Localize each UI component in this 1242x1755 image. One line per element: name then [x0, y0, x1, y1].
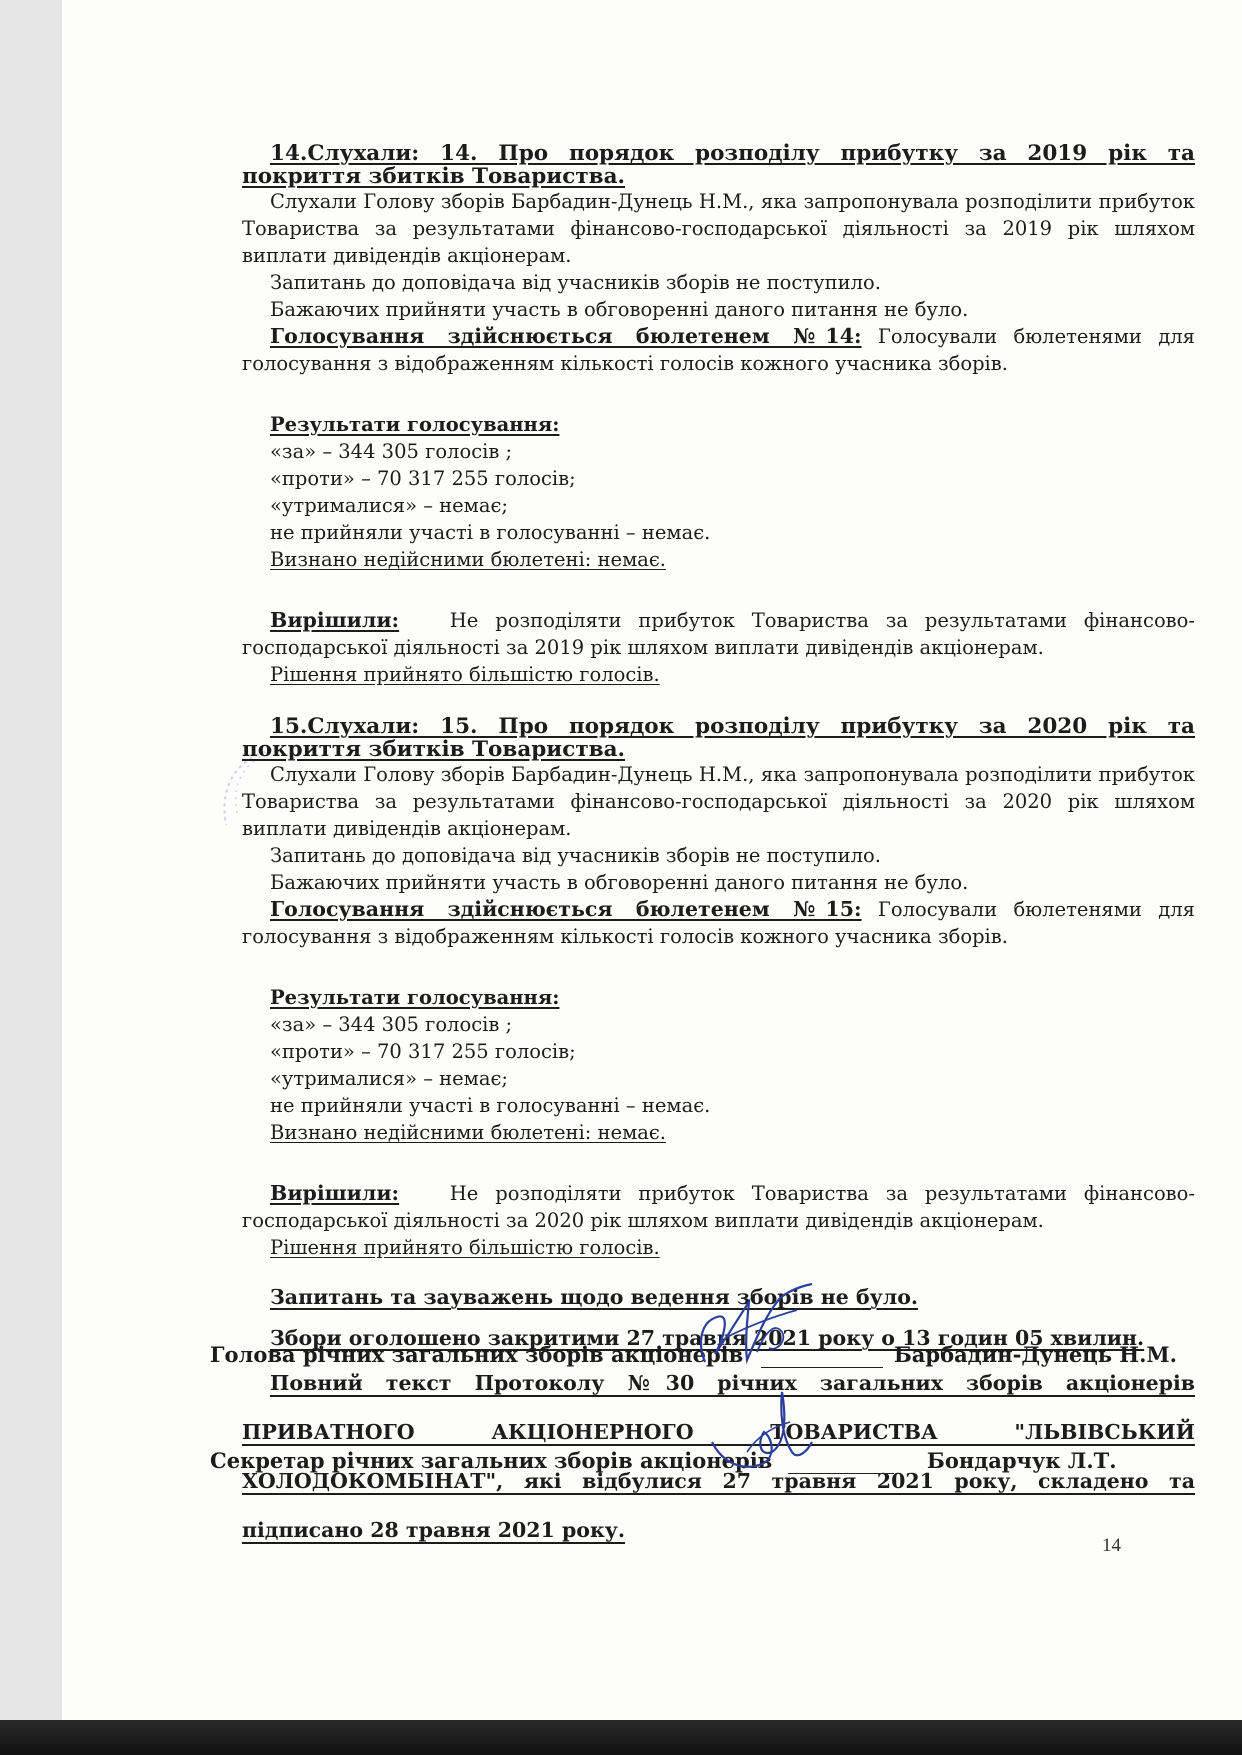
item15-no-questions: Запитань до доповідача від учасників зборів не поступило. [270, 844, 881, 867]
chair-name: Барбадин-Дунець Н.М. [893, 1342, 1177, 1367]
document-page [62, 0, 1242, 1720]
item15-results [242, 984, 1195, 1146]
item15-no-discussion: Бажаючих прийняти участь в обговоренні даного питання не було. [270, 871, 969, 894]
item15-results-label: Результати голосування: [270, 986, 560, 1009]
item14-results-label: Результати голосування: [270, 413, 560, 436]
item15-heading: 15.Слухали: 15. Про порядок розподілу прибутку за 2020 рік та покриття збитків Товариства. [242, 714, 1195, 762]
item15-decision-passed: Рішення прийнято більшістю голосів. [270, 1236, 660, 1259]
item14-result-for: «за» – 344 305 голосів ; [270, 440, 513, 463]
closing-full-text: Повний текст Протоколу №30 річних загальних зборів акціонерів ПРИВАТНОГО АКЦІОНЕРНОГО ТОВАРИСТВА "ЛЬВІВСЬКИЙ ХОЛОДОКОМБІНАТ", які відбулися 27 травня 2021 року, складено та підписано 28 травня 2021 року. [242, 1371, 1195, 1542]
item15-result-invalid: Визнано недійсними бюлетені: немає. [270, 1121, 666, 1144]
item14-result-against: «проти» – 70 317 255 голосів; [270, 467, 576, 490]
page-number: 14 [1102, 1535, 1121, 1556]
item14-result-abstain: «утрималися» – немає; [270, 494, 508, 517]
item15-decided-label: Вирішили: [270, 1181, 400, 1205]
item15-vote-paragraph [242, 896, 1195, 950]
item15-decided-text: Не розподіляти прибуток Товариства за результатами фінансово-господарської діяльності за 2020 рік шляхом виплати дивідендів акціонерам. [242, 1182, 1195, 1232]
secretary-signature-row [210, 1448, 1117, 1474]
item15-result-not-participated: не прийняли участі в голосуванні – немає. [270, 1094, 711, 1117]
item14-vote-text: Голосували бюлетенями для голосування з відображенням кількості голосів кожного учасника зборів. [242, 325, 1195, 375]
item15-result-abstain: «утрималися» – немає; [270, 1067, 508, 1090]
item14-result-not-participated: не прийняли участі в голосуванні – немає. [270, 521, 711, 544]
item14-vote-label: Голосування здійснюється бюлетенем №14: [270, 324, 862, 348]
item15-decision [242, 1180, 1195, 1234]
item14-no-questions: Запитань до доповідача від учасників зборів не поступило. [270, 271, 881, 294]
item14-no-discussion: Бажаючих прийняти участь в обговоренні даного питання не було. [270, 298, 969, 321]
item14-result-invalid: Визнано недійсними бюлетені: немає. [270, 548, 666, 571]
closing-meeting-closed: Збори оголошено закритими 27 травня 2021 року о 13 годин 05 хвилин. [270, 1326, 1145, 1350]
item14-decision [242, 607, 1195, 661]
item15-result-for: «за» – 344 305 голосів ; [270, 1013, 513, 1036]
chair-signature-image [687, 1282, 837, 1372]
item15-vote-label: Голосування здійснюється бюлетенем №15: [270, 897, 862, 921]
item14-decided-label: Вирішили: [270, 608, 400, 632]
item14-decision-passed: Рішення прийнято більшістю голосів. [270, 663, 660, 686]
item15-intro: Слухали Голову зборів Барбадин-Дунець Н.М., яка запропонувала розподілити прибуток Товариства за результатами фінансово-господарської діяльності за 2020 рік шляхом виплати дивідендів акціонерам. [242, 763, 1195, 840]
secretary-name: Бондарчук Л.Т. [926, 1448, 1117, 1473]
secretary-title: Секретар річних загальних зборів акціонерів [210, 1448, 773, 1473]
chair-title: Голова річних загальних зборів акціонерів [210, 1342, 744, 1367]
item14-vote-paragraph [242, 323, 1195, 377]
item15-result-against: «проти» – 70 317 255 голосів; [270, 1040, 576, 1063]
item14-intro: Слухали Голову зборів Барбадин-Дунець Н.М., яка запропонувала розподілити прибуток Товариства за результатами фінансово-господарської діяльності за 2019 рік шляхом виплати дивідендів акціонерам. [242, 190, 1195, 267]
secretary-signature-image [702, 1382, 822, 1477]
item15-vote-text: Голосували бюлетенями для голосування з відображенням кількості голосів кожного учасника зборів. [242, 898, 1195, 948]
item14-results [242, 411, 1195, 573]
item14-decided-text: Не розподіляти прибуток Товариства за результатами фінансово-господарської діяльності за 2019 рік шляхом виплати дивідендів акціонерам. [242, 609, 1195, 659]
closing-no-remarks: Запитань та зауважень щодо ведення зборів не було. [270, 1285, 919, 1309]
scan-bottom-edge [0, 1720, 1242, 1755]
item14-heading: 14.Слухали: 14. Про порядок розподілу прибутку за 2019 рік та покриття збитків Товариства. [242, 141, 1195, 189]
